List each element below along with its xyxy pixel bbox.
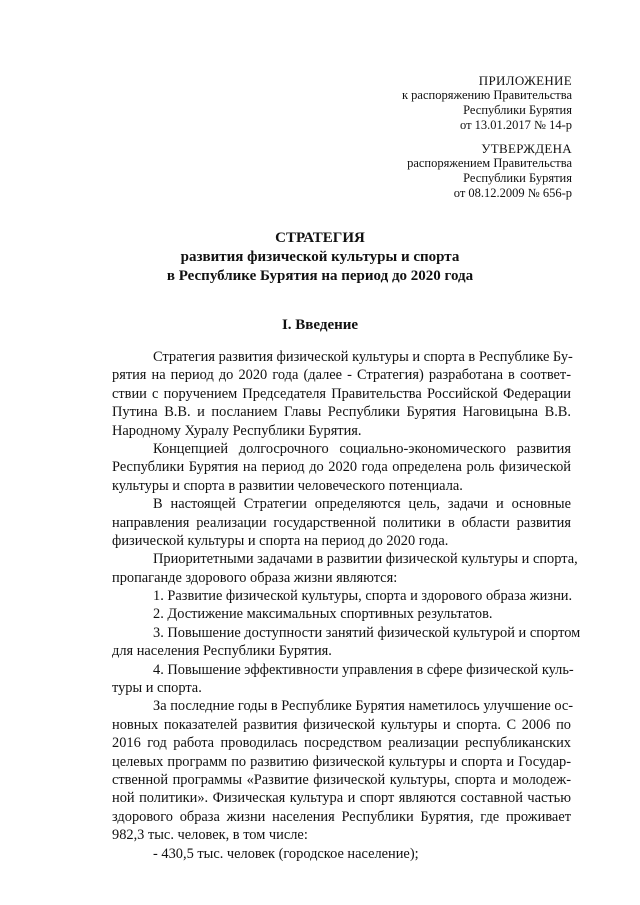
list-item: 3. Повышение доступности занятий физической культурой и спортом xyxy=(153,624,581,641)
title-line: развития физической культуры и спорта xyxy=(180,249,460,265)
text-line: ственной программы «Развитие физической культуры, спорта и молодеж- xyxy=(112,771,571,788)
text-line: Приоритетными задачами в развитии физической культуры и спорта, xyxy=(153,551,578,568)
list-item: - 430,5 тыс. человек (городское население); xyxy=(153,845,419,862)
text-line: 982,3 тыс. человек, в том числе: xyxy=(112,827,308,844)
text-line: Народному Хуралу Республики Бурятия. xyxy=(112,422,362,439)
text-line: туры и спорта. xyxy=(112,680,202,697)
text-line: здорового образа жизни населения Республики Бурятия, где проживает xyxy=(112,808,571,825)
approval-line: распоряжением Правительства xyxy=(407,156,572,170)
approval-line: Республики Бурятия xyxy=(463,171,572,185)
appendix-line: Республики Бурятия xyxy=(463,103,572,117)
text-line: направления реализации государственной политики в области развития xyxy=(112,514,571,531)
text-line: физической культуры и спорта на период до 2020 года. xyxy=(112,532,449,549)
text-line: целевых программ по развитию физической культуры и спорта и Государ- xyxy=(112,753,571,770)
text-line: В настоящей Стратегии определяются цель, задачи и основные xyxy=(153,496,571,513)
text-line: пропаганде здорового образа жизни являются: xyxy=(112,569,398,586)
approval-stamp xyxy=(407,141,572,201)
body-text xyxy=(112,348,581,863)
title-line: СТРАТЕГИЯ xyxy=(275,230,365,246)
text-line: новных показателей развития физической культуры и спорта. С 2006 по xyxy=(112,716,571,733)
text-line: Концепцией долгосрочного социально-экономического развития xyxy=(153,440,571,457)
text-line: 2016 год работа проводилась посредством реализации республиканских xyxy=(112,735,571,752)
approval-line: от 08.12.2009 № 656-р xyxy=(453,186,572,200)
text-line: Путина В.В. и посланием Главы Республики Бурятия Наговицына В.В. xyxy=(112,404,571,421)
title-line: в Республике Бурятия на период до 2020 года xyxy=(166,268,474,284)
list-item: 2. Достижение максимальных спортивных результатов. xyxy=(153,606,493,623)
list-item: 4. Повышение эффективности управления в сфере физической куль- xyxy=(153,661,574,678)
text-line: ствии с поручением Председателя Правительства Российской Федерации xyxy=(112,385,571,402)
text-line: для населения Республики Бурятия. xyxy=(112,643,332,660)
text-line: ной политики». Физическая культура и спорт являются составной частью xyxy=(112,790,571,807)
text-line: За последние годы в Республике Бурятия наметилось улучшение ос- xyxy=(153,698,574,715)
list-item: 1. Развитие физической культуры, спорта и здорового образа жизни. xyxy=(153,588,573,605)
text-line: рятия на период до 2020 года (далее - Стратегия) разработана в соответ- xyxy=(112,367,571,384)
text-line: Стратегия развития физической культуры и спорта в Республике Бу- xyxy=(153,349,573,365)
approval-heading: УТВЕРЖДЕНА xyxy=(481,141,572,156)
appendix-heading: ПРИЛОЖЕНИЕ xyxy=(478,73,572,88)
text-line: культуры и спорта в развитии человеческого потенциала. xyxy=(112,477,463,494)
appendix-line: от 13.01.2017 № 14-р xyxy=(459,118,572,132)
appendix-line: к распоряжению Правительства xyxy=(401,88,572,102)
section-heading: I. Введение xyxy=(281,317,359,333)
text-line: Республики Бурятия на период до 2020 года определена роль физической xyxy=(112,459,571,476)
appendix-stamp xyxy=(402,73,572,133)
document-title xyxy=(0,229,640,286)
